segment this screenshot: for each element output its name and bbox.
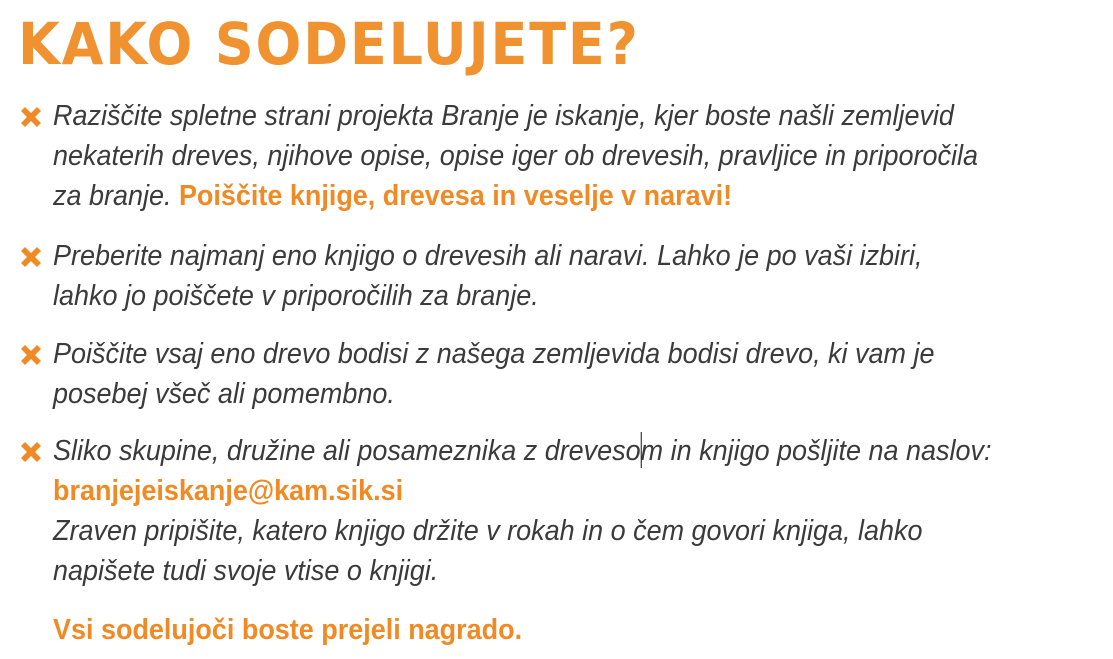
list-item-line: Poiščite vsaj eno drevo bodisi z našega zemljevida bodisi drevo, ki vam je: [53, 338, 935, 370]
list-item-text: [53, 334, 1113, 414]
cross-icon: [18, 104, 44, 130]
page-title: KAKO SODELUJETE?: [18, 10, 640, 78]
list-item-line: Raziščite spletne strani projekta Branje je iskanje, kjer boste našli zemljevid: [53, 100, 954, 132]
cross-icon: [18, 244, 44, 270]
list-item-line: posebej všeč ali pomembno.: [53, 378, 395, 410]
closing-note: Vsi sodelujoči boste prejeli nagrado.: [53, 614, 523, 646]
highlight-text: Poiščite knjige, drevesa in veselje v naravi!: [178, 180, 733, 212]
list-item-text: [53, 236, 1113, 316]
list-item-line: Preberite najmanj eno knjigo o drevesih ali naravi. Lahko je po vaši izbiri,: [53, 240, 923, 272]
list-item-text: [53, 431, 1113, 591]
list-item-line: nekaterih dreves, njihove opise, opise iger ob drevesih, pravljice in priporočila: [53, 140, 978, 172]
list-item-line: lahko jo poiščete v priporočilih za branje.: [53, 280, 539, 312]
cross-icon: [18, 439, 44, 465]
list-item-text: [53, 96, 1113, 216]
list-item-line-part: m in knjigo pošljite na naslov:: [640, 435, 992, 467]
list-item-line: [53, 431, 1039, 471]
list-item-line: Zraven pripišite, katero knjigo držite v rokah in o čem govori knjiga, lahko: [53, 515, 923, 547]
email-link[interactable]: branjejeiskanje@kam.sik.si: [53, 475, 404, 507]
list-item-line-part: Sliko skupine, družine ali posameznika z dreveso: [53, 435, 641, 467]
list-item-line: [53, 176, 1039, 216]
list-item-line-plain: za branje.: [53, 180, 179, 212]
cross-icon: [18, 342, 44, 368]
list-item-line: napišete tudi svoje vtise o knjigi.: [53, 555, 439, 587]
